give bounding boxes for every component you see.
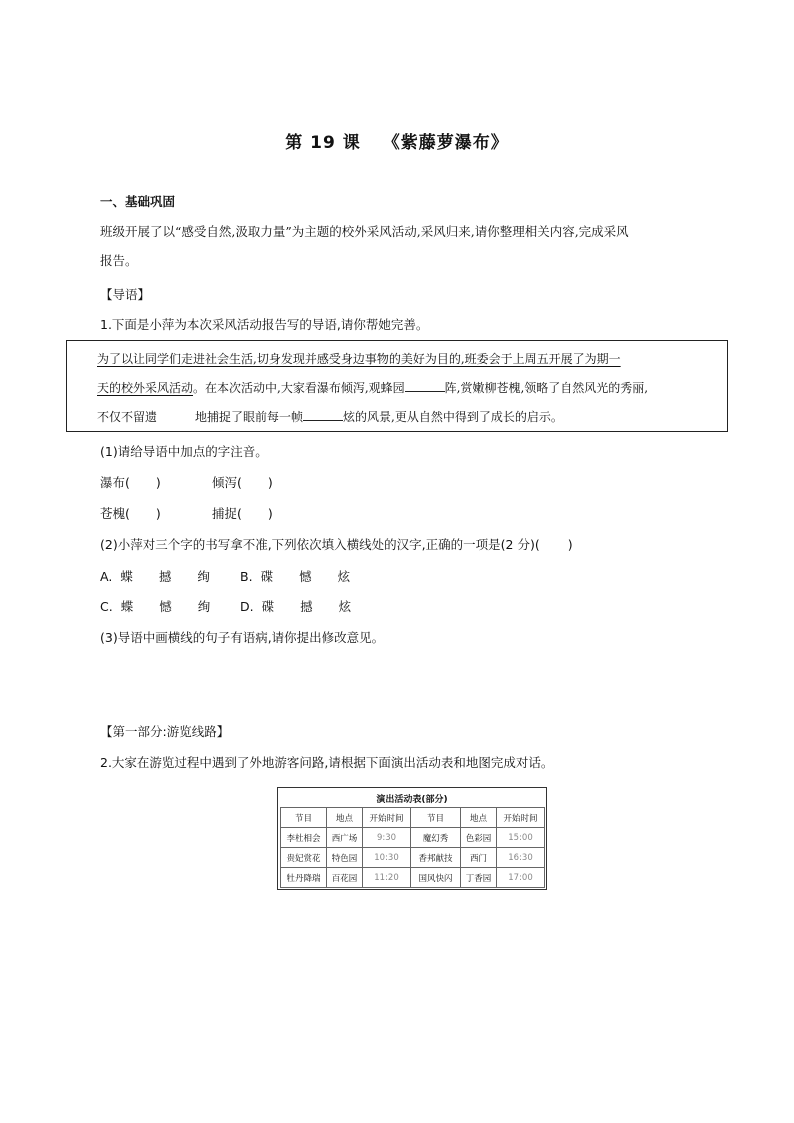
option-c[interactable]: C. 蝶 憾 绚 <box>100 599 211 614</box>
table-row <box>281 868 545 888</box>
table-cell: 西门 <box>461 848 497 868</box>
intro-line-2: 报告。 <box>100 253 138 268</box>
fill-blank-3[interactable] <box>303 410 343 421</box>
box-line-3-b: 地捕捉了眼前每一帧 <box>195 410 304 424</box>
section-heading: 一、基础巩固 <box>100 194 176 209</box>
table-row <box>281 828 545 848</box>
table-cell: 16:30 <box>497 848 545 868</box>
table-cell: 丁香园 <box>461 868 497 888</box>
table-caption: 演出活动表(部分) <box>376 795 448 805</box>
table-header-row <box>281 808 545 828</box>
sub-question-1: (1)请给导语中加点的字注音。 <box>100 444 268 459</box>
question-2: 2.大家在游览过程中遇到了外地游客问路,请根据下面演出活动表和地图完成对话。 <box>100 755 554 770</box>
box-line-3 <box>97 408 563 425</box>
table-cell: 9:30 <box>363 828 411 848</box>
header-cell: 开始时间 <box>363 808 411 828</box>
performance-table <box>277 787 547 890</box>
intro-line-1: 班级开展了以“感受自然,汲取力量”为主题的校外采风活动,采风归来,请你整理相关内容,完成采风 <box>100 224 629 239</box>
sub-question-2: (2)小萍对三个字的书写拿不准,下列依次填入横线处的汉字,正确的一项是(2 分)( ) <box>100 537 573 552</box>
sub-question-3: (3)导语中画横线的句子有语病,请你提出修改意见。 <box>100 630 385 645</box>
question-1: 1.下面是小萍为本次采风活动报告写的导语,请你帮她完善。 <box>100 317 429 332</box>
box-line-2-b: 阵,赏嫩柳苍槐,领略了自然风光的秀丽, <box>444 381 649 395</box>
table-cell: 贵妃赏花 <box>281 848 327 868</box>
header-cell: 节目 <box>281 808 327 828</box>
table-cell: 15:00 <box>497 828 545 848</box>
part1-heading: 【第一部分:游览线路】 <box>100 724 230 739</box>
header-cell: 地点 <box>327 808 363 828</box>
pinyin-item-1: 瀑布( ) <box>100 475 161 490</box>
box-line-3-c: 炫的风景,更从自然中得到了成长的启示。 <box>343 410 563 424</box>
header-cell: 节目 <box>411 808 461 828</box>
pinyin-item-2: 倾泻( ) <box>212 475 273 490</box>
option-b[interactable]: B. 碟 憾 炫 <box>240 569 351 584</box>
table-cell: 色彩园 <box>461 828 497 848</box>
lesson-title: 《紫藤萝瀑布》 <box>382 133 509 153</box>
pinyin-item-4: 捕捉( ) <box>212 506 273 521</box>
box-line-2-underlined: 天的校外采风活动 <box>97 381 194 395</box>
table-cell: 西广场 <box>327 828 363 848</box>
table-cell: 特色园 <box>327 848 363 868</box>
table-cell: 10:30 <box>363 848 411 868</box>
box-line-3-a: 不仅不留遗 <box>97 410 158 424</box>
table-cell: 百花园 <box>327 868 363 888</box>
header-cell: 开始时间 <box>497 808 545 828</box>
table-cell: 魔幻秀 <box>411 828 461 848</box>
lesson-number: 第 19 课 <box>285 133 361 153</box>
table-cell: 香邦献技 <box>411 848 461 868</box>
table-row <box>281 848 545 868</box>
guide-text-box <box>66 340 728 432</box>
header-cell: 地点 <box>461 808 497 828</box>
table-cell: 李杜相会 <box>281 828 327 848</box>
pinyin-item-3: 苍槐( ) <box>100 506 161 521</box>
box-line-2 <box>97 379 648 396</box>
option-a[interactable]: A. 蝶 撼 绚 <box>100 569 210 584</box>
box-line-2-a: 。在本次活动中,大家看瀑布倾泻,观蜂园 <box>193 381 405 395</box>
fill-blank-1[interactable] <box>405 381 445 392</box>
guide-heading: 【导语】 <box>100 287 151 302</box>
option-d[interactable]: D. 碟 撼 炫 <box>240 599 352 614</box>
table-cell: 牡丹降瑞 <box>281 868 327 888</box>
table-cell: 11:20 <box>363 868 411 888</box>
page-title <box>0 128 794 153</box>
box-line-1: 为了以让同学们走进社会生活,切身发现并感受身边事物的美好为目的,班委会于上周五开展了为期一 <box>97 352 621 366</box>
table-cell: 17:00 <box>497 868 545 888</box>
table-cell: 国风快闪 <box>411 868 461 888</box>
performance-schedule <box>280 807 545 888</box>
